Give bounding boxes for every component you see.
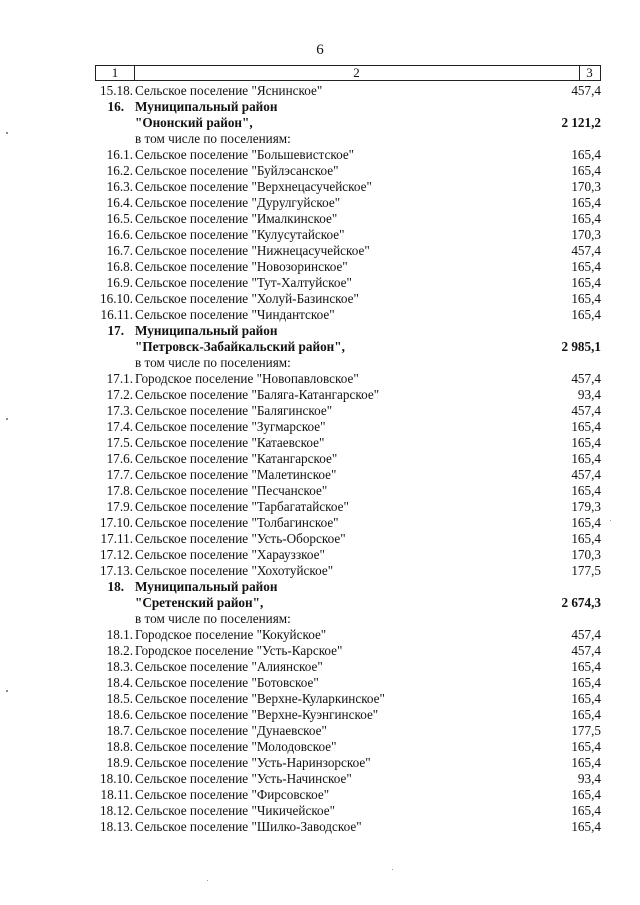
row-settlement-name: Сельское поселение "Фирсовское" — [135, 787, 330, 802]
table-row — [0, 275, 640, 291]
row-settlement-name: Сельское поселение "Малетинское" — [135, 467, 337, 482]
table-row — [0, 243, 640, 259]
row-amount: 170,3 — [571, 179, 601, 194]
row-amount: 2 674,3 — [561, 595, 601, 610]
row-settlement-name: Сельское поселение "Толбагинское" — [135, 515, 339, 530]
row-amount: 457,4 — [571, 627, 601, 642]
district-row — [0, 323, 640, 339]
row-settlement-name: в том числе по поселениям: — [135, 355, 291, 370]
row-number: 18.13. — [100, 819, 133, 834]
row-amount: 165,4 — [571, 739, 601, 754]
row-amount: 165,4 — [571, 291, 601, 306]
row-amount: 165,4 — [571, 531, 601, 546]
table-row — [0, 675, 640, 691]
row-number: 16.11. — [100, 307, 133, 322]
row-amount: 165,4 — [571, 275, 601, 290]
row-settlement-name: Городское поселение "Новопавловское" — [135, 371, 359, 386]
table-row — [0, 739, 640, 755]
table-row — [0, 547, 640, 563]
row-settlement-name: Сельское поселение "Тут-Халтуйское" — [135, 275, 352, 290]
row-number: 18.1. — [106, 627, 133, 642]
row-amount: 165,4 — [571, 307, 601, 322]
district-row — [0, 99, 640, 115]
row-settlement-name: "Петровск-Забайкальский район", — [135, 339, 345, 354]
row-amount: 457,4 — [571, 643, 601, 658]
table-row — [0, 723, 640, 739]
row-number: 16.2. — [106, 163, 133, 178]
row-settlement-name: Сельское поселение "Балягинское" — [135, 403, 333, 418]
scan-speck — [610, 520, 611, 521]
scan-speck — [207, 880, 208, 881]
table-row — [0, 499, 640, 515]
row-settlement-name: Сельское поселение "Чикичейское" — [135, 803, 336, 818]
row-number: 17.13. — [100, 563, 133, 578]
table-row — [0, 195, 640, 211]
row-settlement-name: Городское поселение "Усть-Карское" — [135, 643, 343, 658]
row-settlement-name: Сельское поселение "Тарбагатайское" — [135, 499, 349, 514]
row-settlement-name: Сельское поселение "Кулусутайское" — [135, 227, 345, 242]
table-row — [0, 707, 640, 723]
row-settlement-name: Сельское поселение "Катаевское" — [135, 435, 325, 450]
row-amount: 457,4 — [571, 467, 601, 482]
row-amount: 457,4 — [571, 371, 601, 386]
row-amount: 457,4 — [571, 403, 601, 418]
row-amount: 165,4 — [571, 259, 601, 274]
row-number: 17.10. — [100, 515, 133, 530]
table-row — [0, 819, 640, 835]
table-row — [0, 387, 640, 403]
row-settlement-name: Сельское поселение "Катангарское" — [135, 451, 338, 466]
table-row — [0, 291, 640, 307]
row-settlement-name: Сельское поселение "Песчанское" — [135, 483, 328, 498]
row-amount: 165,4 — [571, 691, 601, 706]
row-amount: 457,4 — [571, 243, 601, 258]
table-row — [0, 451, 640, 467]
row-number: 17.8. — [106, 483, 133, 498]
row-number: 18.6. — [106, 707, 133, 722]
row-number: 18.9. — [106, 755, 133, 770]
row-amount: 165,4 — [571, 675, 601, 690]
table-row — [0, 531, 640, 547]
row-number: 17.12. — [100, 547, 133, 562]
table-row — [0, 691, 640, 707]
table-row — [0, 755, 640, 771]
row-number: 18. — [107, 579, 124, 594]
table-row — [0, 403, 640, 419]
row-settlement-name: Сельское поселение "Нижнецасучейское" — [135, 243, 370, 258]
page-number: 6 — [316, 42, 324, 58]
row-amount: 165,4 — [571, 755, 601, 770]
scan-speck — [392, 869, 393, 870]
row-amount: 165,4 — [571, 803, 601, 818]
scan-speck — [6, 132, 8, 134]
row-number: 16.7. — [106, 243, 133, 258]
row-number: 16.4. — [106, 195, 133, 210]
table-row — [0, 211, 640, 227]
row-number: 16.8. — [106, 259, 133, 274]
row-amount: 2 985,1 — [561, 339, 601, 354]
row-number: 18.11. — [100, 787, 133, 802]
row-amount: 457,4 — [571, 83, 601, 98]
district-row — [0, 595, 640, 611]
row-amount: 165,4 — [571, 819, 601, 834]
row-settlement-name: Сельское поселение "Яснинское" — [135, 83, 323, 98]
row-settlement-name: Муниципальный район — [135, 99, 278, 114]
row-number: 17.2. — [106, 387, 133, 402]
table-row — [0, 227, 640, 243]
row-amount: 165,4 — [571, 163, 601, 178]
row-number: 17.7. — [106, 467, 133, 482]
row-number: 16.1. — [106, 147, 133, 162]
row-number: 16. — [107, 99, 124, 114]
row-amount: 93,4 — [577, 771, 601, 786]
table-row — [0, 563, 640, 579]
row-settlement-name: "Ононский район", — [135, 115, 253, 130]
row-settlement-name: Сельское поселение "Усть-Оборское" — [135, 531, 346, 546]
row-number: 18.5. — [106, 691, 133, 706]
row-settlement-name: Сельское поселение "Верхнецасучейское" — [135, 179, 372, 194]
row-settlement-name: Сельское поселение "Верхне-Куларкинское" — [135, 691, 385, 706]
table-row — [0, 435, 640, 451]
row-settlement-name: Сельское поселение "Дунаевское" — [135, 723, 327, 738]
row-settlement-name: Сельское поселение "Харауззкое" — [135, 547, 325, 562]
row-settlement-name: Сельское поселение "Молодовское" — [135, 739, 337, 754]
row-number: 18.4. — [106, 675, 133, 690]
table-row — [0, 419, 640, 435]
row-number: 18.10. — [100, 771, 133, 786]
row-number: 17. — [107, 323, 124, 338]
row-amount: 177,5 — [571, 563, 601, 578]
table-row — [0, 83, 640, 99]
row-amount: 177,5 — [571, 723, 601, 738]
row-amount: 165,4 — [571, 787, 601, 802]
row-number: 18.12. — [100, 803, 133, 818]
row-amount: 165,4 — [571, 419, 601, 434]
row-settlement-name: Сельское поселение "Большевистское" — [135, 147, 355, 162]
column-header-1: 1 — [96, 66, 135, 80]
table-row — [0, 259, 640, 275]
table-row — [0, 179, 640, 195]
row-amount: 165,4 — [571, 211, 601, 226]
column-header-2: 2 — [134, 66, 580, 80]
table-row — [0, 659, 640, 675]
row-settlement-name: Сельское поселение "Чиндантское" — [135, 307, 335, 322]
row-settlement-name: Сельское поселение "Верхне-Куэнгинское" — [135, 707, 379, 722]
row-number: 18.2. — [106, 643, 133, 658]
row-settlement-name: Сельское поселение "Шилко-Заводское" — [135, 819, 362, 834]
table-row — [0, 643, 640, 659]
table-row — [0, 371, 640, 387]
row-amount: 165,4 — [571, 435, 601, 450]
district-row — [0, 339, 640, 355]
row-settlement-name: в том числе по поселениям: — [135, 131, 291, 146]
table-row — [0, 515, 640, 531]
table-header — [95, 65, 601, 81]
row-number: 18.8. — [106, 739, 133, 754]
row-settlement-name: Сельское поселение "Усть-Наринзорское" — [135, 755, 371, 770]
table-row — [0, 467, 640, 483]
row-settlement-name: Сельское поселение "Буйлэсанское" — [135, 163, 339, 178]
row-amount: 165,4 — [571, 515, 601, 530]
row-settlement-name: Городское поселение "Кокуйское" — [135, 627, 327, 642]
column-header-3: 3 — [586, 65, 593, 80]
row-amount: 170,3 — [571, 547, 601, 562]
row-number: 16.6. — [106, 227, 133, 242]
row-settlement-name: в том числе по поселениям: — [135, 611, 291, 626]
row-number: 17.11. — [100, 531, 133, 546]
row-settlement-name: Сельское поселение "Холуй-Базинское" — [135, 291, 359, 306]
row-settlement-name: Сельское поселение "Усть-Начинское" — [135, 771, 352, 786]
row-number: 16.3. — [106, 179, 133, 194]
row-settlement-name: Сельское поселение "Баляга-Катангарское" — [135, 387, 380, 402]
table-row — [0, 131, 640, 147]
row-number: 16.10. — [100, 291, 133, 306]
row-amount: 2 121,2 — [561, 115, 601, 130]
row-settlement-name: Сельское поселение "Дурулгуйское" — [135, 195, 341, 210]
row-number: 18.3. — [106, 659, 133, 674]
row-amount: 93,4 — [577, 387, 601, 402]
row-settlement-name: Муниципальный район — [135, 323, 278, 338]
table-row — [0, 627, 640, 643]
district-row — [0, 115, 640, 131]
table-row — [0, 147, 640, 163]
row-settlement-name: Сельское поселение "Алиянское" — [135, 659, 323, 674]
row-amount: 165,4 — [571, 195, 601, 210]
table-row — [0, 803, 640, 819]
row-settlement-name: Сельское поселение "Новозоринское" — [135, 259, 348, 274]
table-row — [0, 611, 640, 627]
row-settlement-name: "Сретенский район", — [135, 595, 264, 610]
table-row — [0, 771, 640, 787]
row-number: 17.5. — [106, 435, 133, 450]
row-amount: 165,4 — [571, 451, 601, 466]
row-amount: 165,4 — [571, 483, 601, 498]
row-number: 17.3. — [106, 403, 133, 418]
table-row — [0, 483, 640, 499]
allocation-table-body — [0, 83, 640, 835]
row-settlement-name: Сельское поселение "Зугмарское" — [135, 419, 326, 434]
row-number: 18.7. — [106, 723, 133, 738]
row-amount: 165,4 — [571, 147, 601, 162]
row-number: 16.9. — [106, 275, 133, 290]
table-row — [0, 163, 640, 179]
row-amount: 179,3 — [571, 499, 601, 514]
row-number: 16.5. — [106, 211, 133, 226]
row-amount: 170,3 — [571, 227, 601, 242]
row-number: 17.6. — [106, 451, 133, 466]
row-number: 17.9. — [106, 499, 133, 514]
row-settlement-name: Сельское поселение "Ималкинское" — [135, 211, 338, 226]
row-amount: 165,4 — [571, 707, 601, 722]
row-number: 17.1. — [106, 371, 133, 386]
district-row — [0, 579, 640, 595]
row-number: 17.4. — [106, 419, 133, 434]
table-row — [0, 307, 640, 323]
table-row — [0, 787, 640, 803]
scan-speck — [6, 418, 8, 420]
row-settlement-name: Сельское поселение "Ботовское" — [135, 675, 319, 690]
row-amount: 165,4 — [571, 659, 601, 674]
row-settlement-name: Сельское поселение "Хохотуйское" — [135, 563, 334, 578]
row-settlement-name: Муниципальный район — [135, 579, 278, 594]
row-number: 15.18. — [100, 83, 133, 98]
scan-speck — [6, 690, 8, 692]
table-row — [0, 355, 640, 371]
